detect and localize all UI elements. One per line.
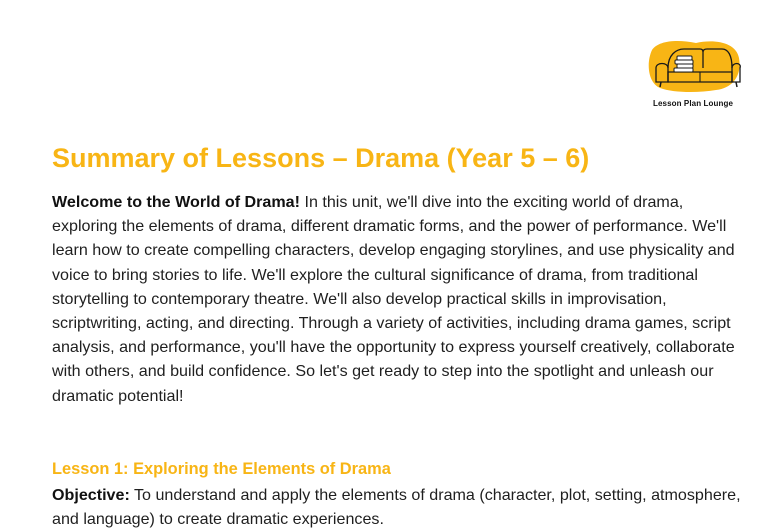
intro-body: In this unit, we'll dive into the exciting world of drama, exploring the elements of drama, different dramatic forms, and the power of performance. We'll learn how to create compelling characters, develop engaging storylines, and use physicality and voice to bring stories to life. We'll explore the cultural significance of drama, from traditional storytelling to contemporary theatre. We'll also develop practical skills in improvisation, scriptwriting, acting, and directing. Through a variety of activities, including drama games, script analysis, and performance, you'll have the opportunity to express yourself creatively, collaborate with others, and build confidence. So let's get ready to step into the spotlight and unleash our dramatic potential! bbox=[52, 193, 735, 405]
objective-label: Objective: bbox=[52, 486, 130, 504]
objective-text: To understand and apply the elements of drama (character, plot, setting, atmosphere, and language) to create dramatic experiences. bbox=[52, 486, 741, 529]
intro-paragraph bbox=[52, 190, 742, 408]
brand-logo bbox=[643, 38, 743, 113]
lesson-1-heading: Lesson 1: Exploring the Elements of Drama bbox=[52, 460, 391, 478]
page-title: Summary of Lessons – Drama (Year 5 – 6) bbox=[52, 143, 590, 173]
intro-lead: Welcome to the World of Drama! bbox=[52, 193, 300, 211]
brand-name: Lesson Plan Lounge bbox=[652, 99, 734, 108]
lesson-1-objective bbox=[52, 483, 742, 531]
sofa-icon bbox=[646, 38, 741, 96]
